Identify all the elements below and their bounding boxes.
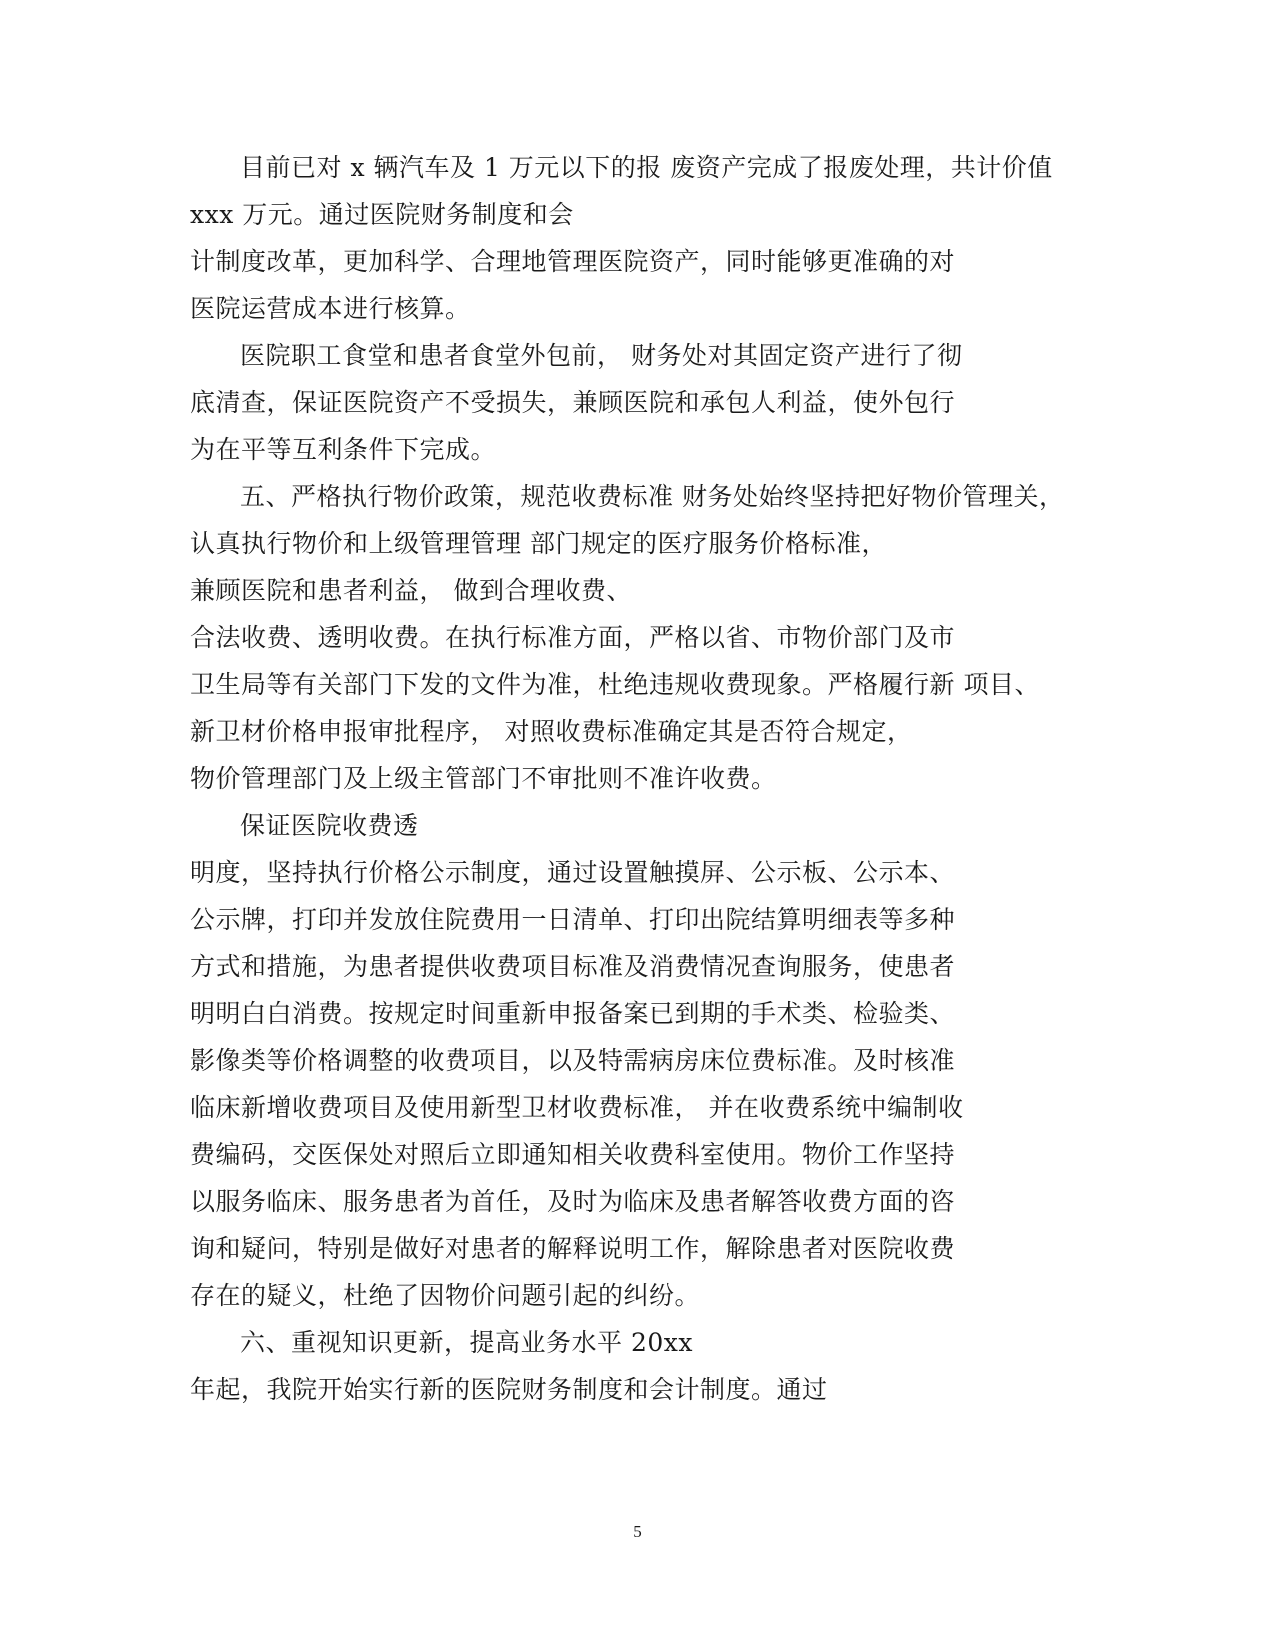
- text-line: 影像类等价格调整的收费项目，以及特需病房床位费标准。及时核准: [190, 1046, 956, 1075]
- text-line: 保证医院收费透: [240, 811, 419, 840]
- text-line: 目前已对 x 辆汽车及 1 万元以下的报 废资产完成了报废处理，共计价值: [240, 153, 1053, 182]
- text-line: 医院运营成本进行核算。: [190, 294, 471, 323]
- text-line: 底清查，保证医院资产不受损失，兼顾医院和承包人利益，使外包行: [190, 388, 956, 417]
- text-line: 五、严格执行物价政策，规范收费标准 财务处始终坚持把好物价管理关，: [240, 482, 1065, 511]
- text-line: 为在平等互利条件下完成。: [190, 435, 497, 464]
- text-line: 卫生局等有关部门下发的文件为准，杜绝违规收费现象。严格履行新 项目、: [190, 670, 1040, 699]
- page-number: 5: [633, 1522, 642, 1541]
- text-line: 合法收费、透明收费。在执行标准方面，严格以省、市物价部门及市: [190, 623, 956, 652]
- text-line: 以服务临床、服务患者为首任，及时为临床及患者解答收费方面的咨: [190, 1187, 956, 1216]
- text-line: 兼顾医院和患者利益， 做到合理收费、: [190, 576, 632, 605]
- text-line: 认真执行物价和上级管理管理 部门规定的医疗服务价格标准，: [190, 529, 887, 558]
- text-line: 方式和措施，为患者提供收费项目标准及消费情况查询服务，使患者: [190, 952, 956, 981]
- text-line: 明度，坚持执行价格公示制度，通过设置触摸屏、公示板、公示本、: [190, 858, 956, 887]
- text-line: 新卫材价格申报审批程序， 对照收费标准确定其是否符合规定，: [190, 717, 913, 746]
- text-line: 物价管理部门及上级主管部门不审批则不准许收费。: [190, 764, 777, 793]
- text-line: 询和疑问，特别是做好对患者的解释说明工作，解除患者对医院收费: [190, 1234, 956, 1263]
- text-line: 六、重视知识更新，提高业务水平 20xx: [240, 1328, 693, 1357]
- text-line: 明明白白消费。按规定时间重新申报备案已到期的手术类、检验类、: [190, 999, 956, 1028]
- text-line: 公示牌，打印并发放住院费用一日清单、打印出院结算明细表等多种: [190, 905, 956, 934]
- text-line: 医院职工食堂和患者食堂外包前， 财务处对其固定资产进行了彻: [240, 341, 963, 370]
- text-line: 临床新增收费项目及使用新型卫材收费标准， 并在收费系统中编制收: [190, 1093, 964, 1122]
- text-line: xxx 万元。通过医院财务制度和会: [190, 200, 574, 229]
- text-line: 计制度改革，更加科学、合理地管理医院资产，同时能够更准确的对: [190, 247, 956, 276]
- text-line: 年起，我院开始实行新的医院财务制度和会计制度。通过: [190, 1375, 828, 1404]
- text-line: 费编码，交医保处对照后立即通知相关收费科室使用。物价工作坚持: [190, 1140, 956, 1169]
- text-line: 存在的疑义，杜绝了因物价问题引起的纠纷。: [190, 1281, 701, 1310]
